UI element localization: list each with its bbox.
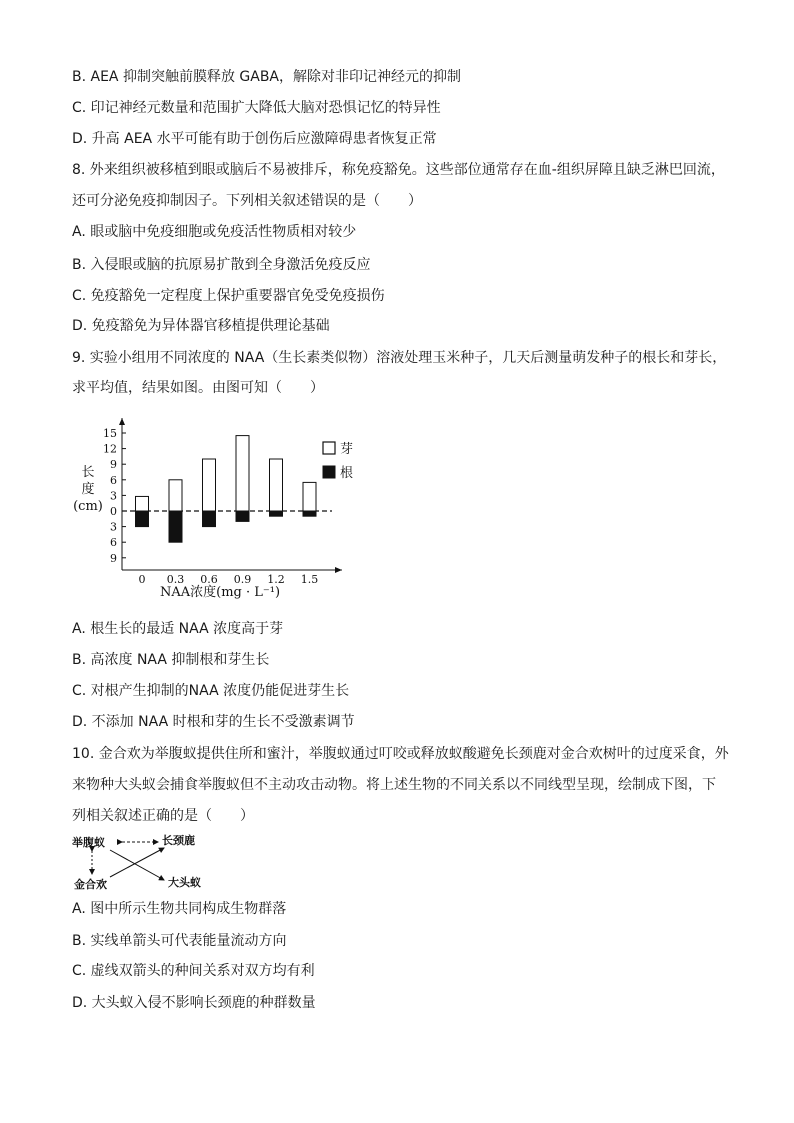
q7-option-c: C. 印记神经元数量和范围扩大降低大脑对恐惧记忆的特异性 <box>72 100 441 116</box>
q10-stem-line1: 10. 金合欢为举腹蚁提供住所和蜜汁，举腹蚁通过叮咬或释放蚁酸避免长颈鹿对金合欢树叶的过度采食，外 <box>72 746 729 762</box>
node-acacia: 金合欢 <box>74 878 107 891</box>
y-axis-label-part: 长 <box>81 465 95 480</box>
q9-stem-line2: 求平均值，结果如图。由图可知（ ） <box>72 380 324 396</box>
y-axis-arrow <box>119 418 125 425</box>
root-bar <box>136 511 149 527</box>
node-giraffe: 长颈鹿 <box>162 834 195 847</box>
bud-bar <box>236 436 249 511</box>
x-tick-label: 0.6 <box>200 573 218 586</box>
root-bar <box>169 511 182 542</box>
bud-bar <box>203 459 216 511</box>
y-axis-label <box>73 465 103 514</box>
q8-stem-line1: 8. 外来组织被移植到眼或脑后不易被排斥，称免疫豁免。这些部位通常存在血-组织屏障且缺乏淋巴回流， <box>72 162 725 178</box>
root-bar <box>203 511 216 527</box>
q10-stem-line2: 来物种大头蚁会捕食举腹蚁但不主动攻击动物。将上述生物的不同关系以不同线型呈现，绘制成下图，下 <box>72 777 716 793</box>
root-bar <box>270 511 283 516</box>
q8-option-a: A. 眼或脑中免疫细胞或免疫活性物质相对较少 <box>72 224 357 240</box>
bud-bar <box>270 459 283 511</box>
q8-stem-line2: 还可分泌免疫抑制因子。下列相关叙述错误的是（ ） <box>72 193 422 209</box>
legend-swatch-bud <box>323 442 335 454</box>
q10-option-b: B. 实线单箭头可代表能量流动方向 <box>72 933 287 949</box>
q10-option-a: A. 图中所示生物共同构成生物群落 <box>72 901 287 917</box>
solid-arrow-ant-to-bighead <box>110 850 164 880</box>
x-tick-label: 0.9 <box>233 573 252 586</box>
q10-option-c: C. 虚线双箭头的种间关系对双方均有利 <box>72 963 315 979</box>
q9-option-c: C. 对根产生抑制的NAA 浓度仍能促进芽生长 <box>72 683 350 699</box>
x-tick-label: 0 <box>138 573 146 586</box>
y-axis-label-part: 度 <box>81 482 95 497</box>
root-bar <box>303 511 316 516</box>
bud-bar <box>169 480 182 511</box>
q7-option-b: B. AEA 抑制突触前膜释放 GABA，解除对非印记神经元的抑制 <box>72 69 462 85</box>
x-tick-label: 1.2 <box>267 573 285 586</box>
node-ant: 举腹蚁 <box>72 836 105 849</box>
node-bighead: 大头蚁 <box>168 876 201 889</box>
q10-option-d: D. 大头蚁入侵不影响长颈鹿的种群数量 <box>72 995 316 1011</box>
y-tick-label: 0 <box>110 505 117 518</box>
legend-swatch-root <box>323 466 335 478</box>
y-axis-label-part: (cm) <box>73 499 103 514</box>
bud-bar <box>136 496 149 511</box>
y-tick-label: 3 <box>110 520 117 534</box>
y-tick-label: 6 <box>110 473 117 487</box>
q8-option-c: C. 免疫豁免一定程度上保护重要器官免受免疫损伤 <box>72 288 385 304</box>
q10-stem-line3: 列相关叙述正确的是（ ） <box>72 808 254 824</box>
naa-bar-chart <box>70 410 370 605</box>
q9-stem-line1: 9. 实验小组用不同浓度的 NAA（生长素类似物）溶液处理玉米种子，几天后测量萌发种子的根长和芽长， <box>72 350 727 366</box>
q9-option-b: B. 高浓度 NAA 抑制根和芽生长 <box>72 652 270 668</box>
y-tick-label: 9 <box>110 458 117 472</box>
x-axis-label: NAA浓度(mg · L⁻¹) <box>159 585 281 600</box>
y-tick-label: 9 <box>110 551 117 565</box>
solid-arrow-acacia-to-giraffe <box>110 848 164 877</box>
species-relationship-diagram <box>72 830 222 892</box>
legend-label-bud: 芽 <box>340 442 354 457</box>
x-tick-label: 0.3 <box>166 573 185 586</box>
y-tick-label: 12 <box>103 442 117 456</box>
root-bar <box>236 511 249 521</box>
q8-option-b: B. 入侵眼或脑的抗原易扩散到全身激活免疫反应 <box>72 257 371 273</box>
q7-option-d: D. 升高 AEA 水平可能有助于创伤后应激障碍患者恢复正常 <box>72 131 437 147</box>
legend-label-root: 根 <box>340 466 354 481</box>
q9-option-d: D. 不添加 NAA 时根和芽的生长不受激素调节 <box>72 714 355 730</box>
x-tick-label: 1.5 <box>300 573 319 586</box>
y-tick-label: 3 <box>110 489 117 503</box>
y-tick-label: 15 <box>103 427 117 440</box>
q9-option-a: A. 根生长的最适 NAA 浓度高于芽 <box>72 621 284 637</box>
y-tick-label: 6 <box>110 536 117 550</box>
x-axis-arrow <box>335 567 342 573</box>
q8-option-d: D. 免疫豁免为异体器官移植提供理论基础 <box>72 318 330 334</box>
bud-bar <box>303 482 316 511</box>
